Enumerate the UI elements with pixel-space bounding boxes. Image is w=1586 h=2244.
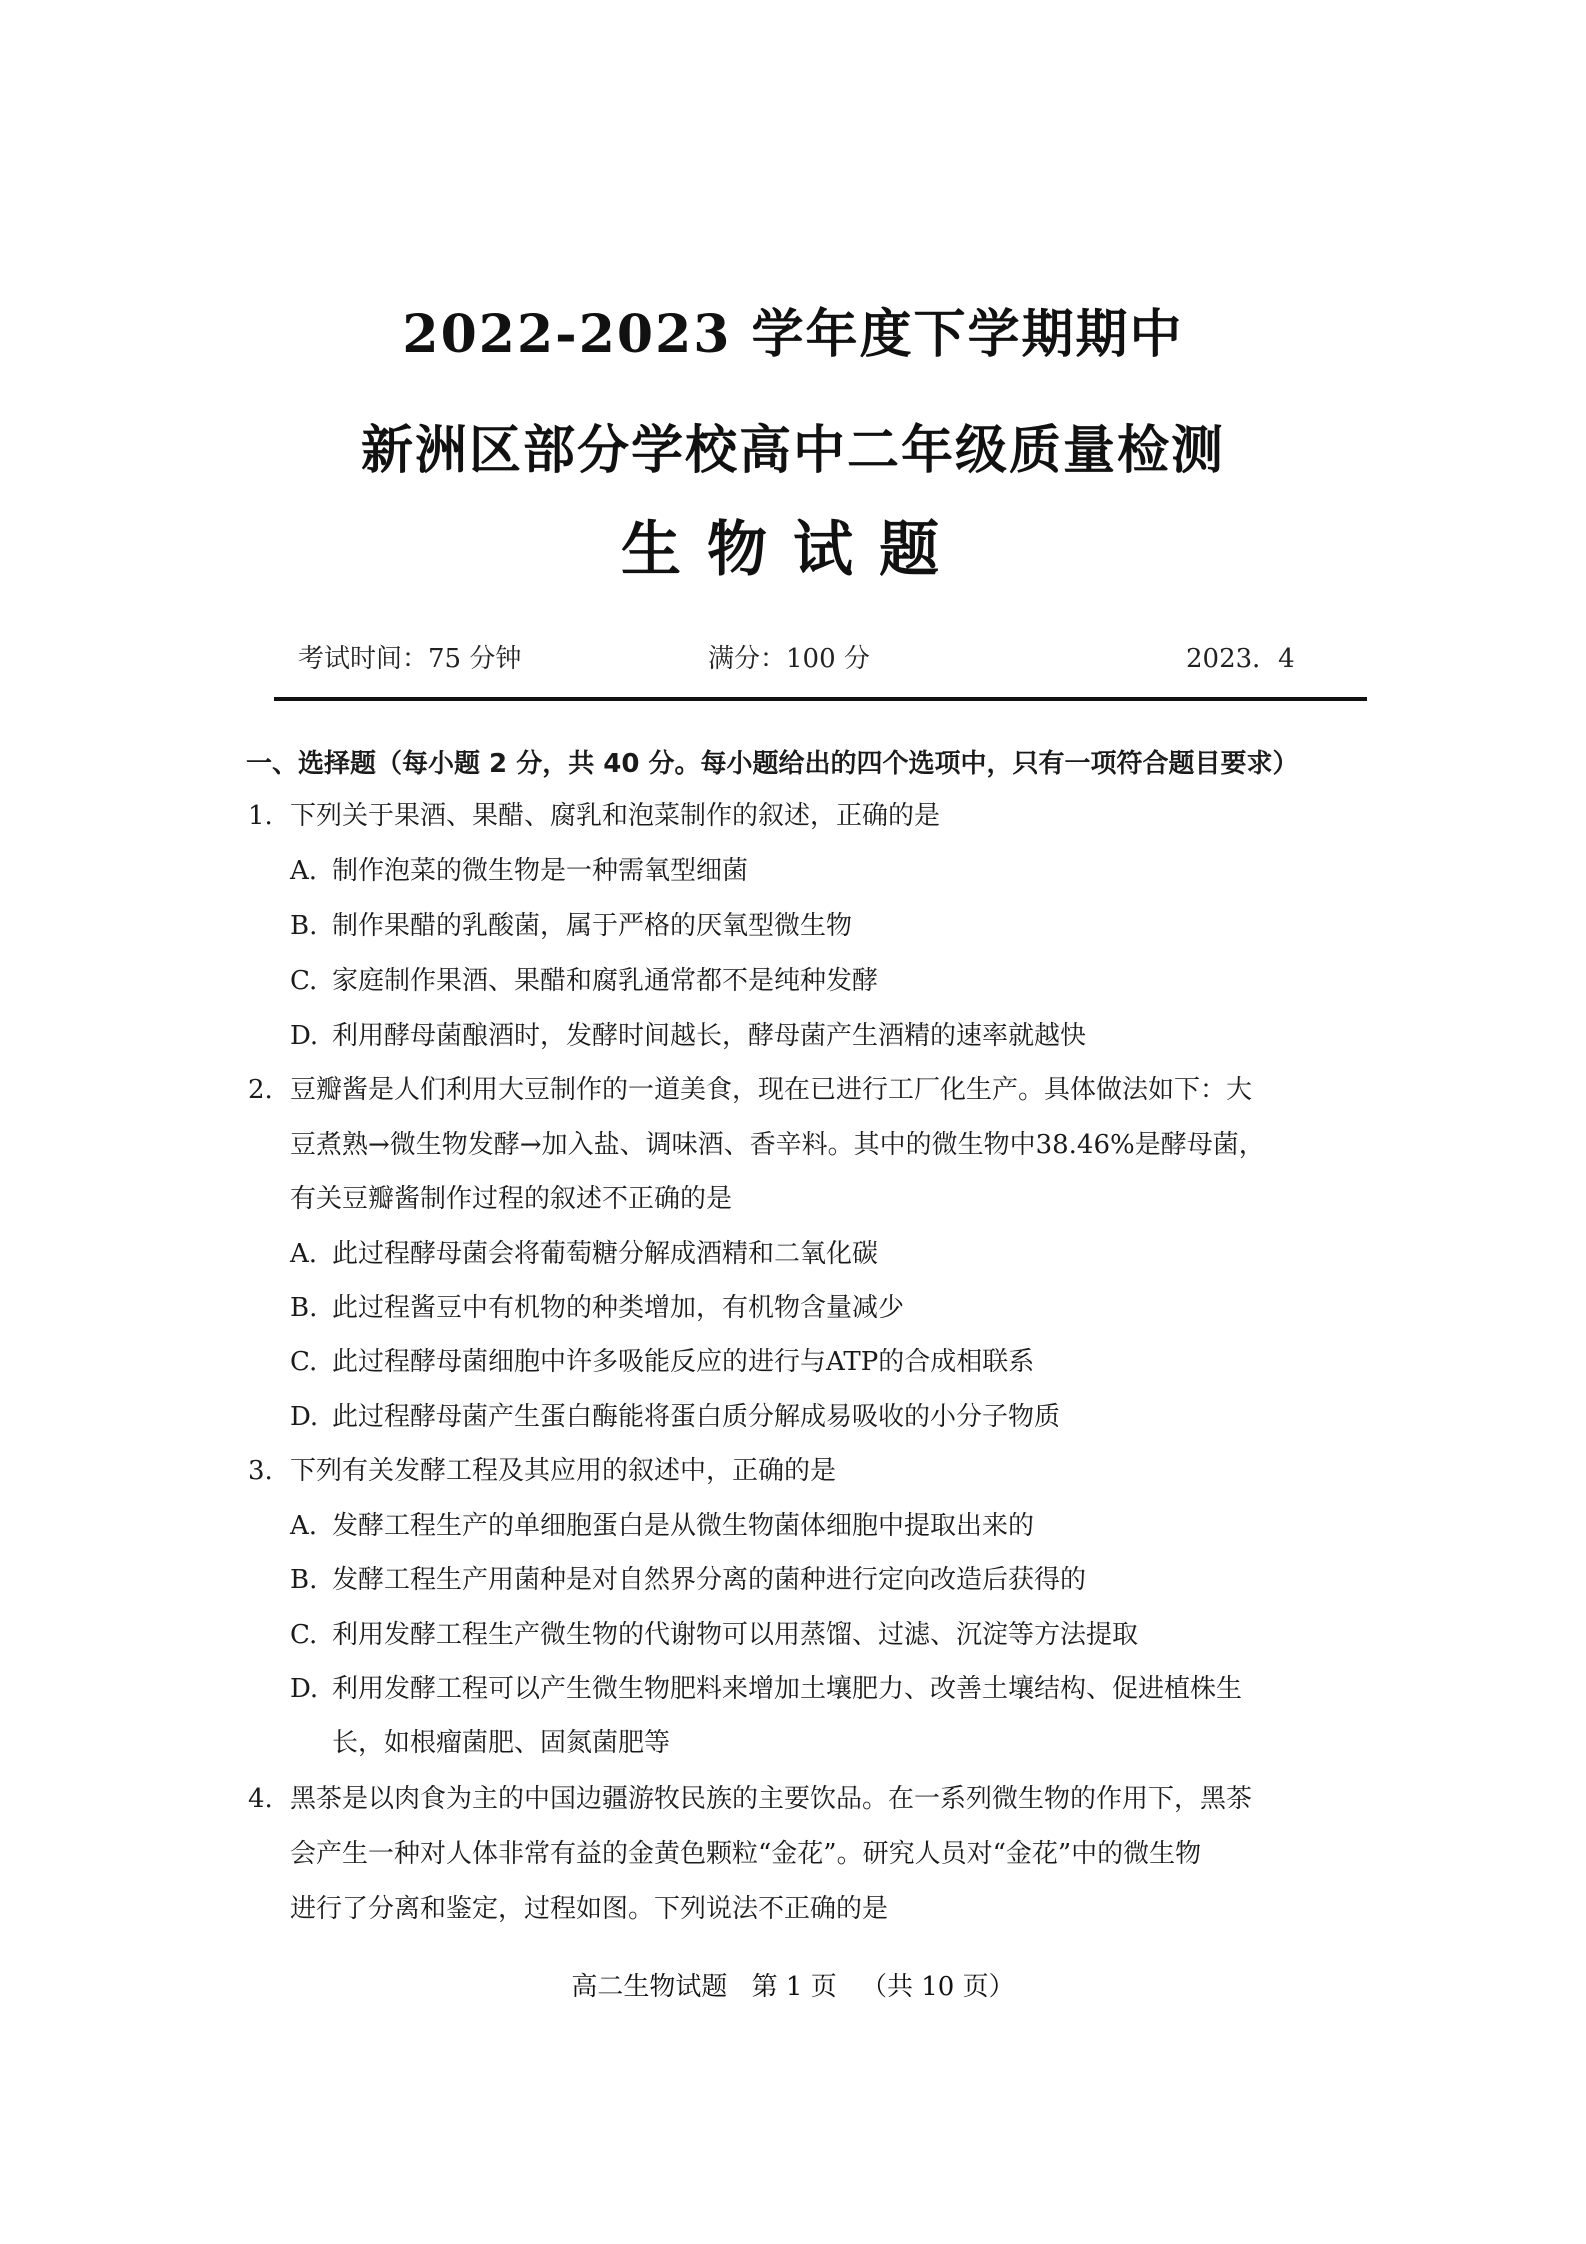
question-number: 4. bbox=[248, 1784, 273, 1814]
full-score: 满分：100 分 bbox=[708, 644, 870, 674]
option-text: 制作泡菜的微生物是一种需氧型细菌 bbox=[332, 856, 749, 886]
header-divider bbox=[274, 697, 1367, 701]
option-label: A. bbox=[290, 856, 318, 886]
option-label: C. bbox=[290, 966, 318, 996]
option-text: 此过程酵母菌细胞中许多吸能反应的进行与ATP的合成相联系 bbox=[332, 1347, 1035, 1377]
question-1-option-b bbox=[290, 910, 852, 942]
option-text: 利用酵母菌酿酒时，发酵时间越长，酵母菌产生酒精的速率就越快 bbox=[332, 1021, 1087, 1051]
stem-line: 黑茶是以肉食为主的中国边疆游牧民族的主要饮品。在一系列微生物的作用下，黑茶 bbox=[290, 1784, 1253, 1814]
option-label: D. bbox=[290, 1402, 319, 1432]
title-line-1: 2022-2023 学年度下学期期中 bbox=[402, 304, 1184, 365]
option-text: 发酵工程生产的单细胞蛋白是从微生物菌体细胞中提取出来的 bbox=[332, 1511, 1035, 1541]
question-2-option-a bbox=[290, 1238, 878, 1270]
title-line-3: 生物试题 bbox=[621, 515, 965, 585]
option-text: 利用发酵工程可以产生微生物肥料来增加土壤肥力、改善土壤结构、促进植株生 bbox=[332, 1674, 1243, 1704]
exam-date: 2023．4 bbox=[1186, 644, 1295, 674]
option-text: 此过程酵母菌产生蛋白酶能将蛋白质分解成易吸收的小分子物质 bbox=[332, 1402, 1061, 1432]
question-3-option-d bbox=[290, 1673, 1242, 1705]
option-label: C. bbox=[290, 1347, 318, 1377]
section-heading: 一、选择题（每小题 2 分，共 40 分。每小题给出的四个选项中，只有一项符合题目要求） bbox=[246, 749, 1299, 779]
option-text: 制作果醋的乳酸菌，属于严格的厌氧型微生物 bbox=[332, 911, 853, 941]
exam-time: 考试时间：75 分钟 bbox=[298, 644, 522, 674]
stem-line: 豆瓣酱是人们利用大豆制作的一道美食，现在已进行工厂化生产。具体做法如下：大 bbox=[290, 1075, 1253, 1105]
question-1-option-d bbox=[290, 1020, 1086, 1052]
question-1-stem bbox=[248, 800, 940, 832]
question-1-option-a bbox=[290, 855, 748, 887]
question-3-option-a bbox=[290, 1510, 1034, 1542]
question-1-option-c bbox=[290, 965, 878, 997]
question-3-option-d-cont: 长，如根瘤菌肥、固氮菌肥等 bbox=[332, 1728, 671, 1758]
question-number: 3. bbox=[248, 1456, 273, 1486]
question-3-stem bbox=[248, 1455, 836, 1487]
option-text: 利用发酵工程生产微生物的代谢物可以用蒸馏、过滤、沉淀等方法提取 bbox=[332, 1620, 1139, 1650]
question-2-stem-line-3: 有关豆瓣酱制作过程的叙述不正确的是 bbox=[290, 1184, 733, 1214]
option-label: B. bbox=[290, 1293, 318, 1323]
question-number: 1. bbox=[248, 801, 273, 831]
footer-page: 第 1 页 bbox=[751, 1972, 837, 2002]
option-label: C. bbox=[290, 1620, 318, 1650]
question-2-stem-line-2: 豆煮熟→微生物发酵→加入盐、调味酒、香辛料。其中的微生物中38.46%是酵母菌， bbox=[290, 1130, 1265, 1160]
title-line-2: 新洲区部分学校高中二年级质量检测 bbox=[360, 420, 1225, 481]
question-2-option-b bbox=[290, 1292, 904, 1324]
option-text: 发酵工程生产用菌种是对自然界分离的菌种进行定向改造后获得的 bbox=[332, 1565, 1087, 1595]
page-footer bbox=[0, 1966, 1586, 2003]
option-label: D. bbox=[290, 1674, 319, 1704]
option-label: B. bbox=[290, 911, 318, 941]
question-number: 2. bbox=[248, 1075, 273, 1105]
option-text: 此过程酱豆中有机物的种类增加，有机物含量减少 bbox=[332, 1293, 905, 1323]
footer-total: （共 10 页） bbox=[861, 1972, 1015, 2002]
option-label: A. bbox=[290, 1239, 318, 1269]
option-text: 此过程酵母菌会将葡萄糖分解成酒精和二氧化碳 bbox=[332, 1239, 879, 1269]
question-4-stem-line-1 bbox=[248, 1783, 1252, 1815]
option-label: A. bbox=[290, 1511, 318, 1541]
question-3-option-c bbox=[290, 1619, 1138, 1651]
option-text: 家庭制作果酒、果醋和腐乳通常都不是纯种发酵 bbox=[332, 966, 879, 996]
question-3-option-b bbox=[290, 1564, 1086, 1596]
question-4-stem-line-2: 会产生一种对人体非常有益的金黄色颗粒“金花”。研究人员对“金花”中的微生物 bbox=[290, 1839, 1202, 1869]
stem-line: 下列关于果酒、果醋、腐乳和泡菜制作的叙述，正确的是 bbox=[290, 801, 941, 831]
question-2-option-d bbox=[290, 1401, 1060, 1433]
stem-line: 下列有关发酵工程及其应用的叙述中，正确的是 bbox=[290, 1456, 837, 1486]
question-2-stem-line-1 bbox=[248, 1074, 1252, 1106]
footer-subject: 高二生物试题 bbox=[571, 1972, 728, 2002]
option-label: B. bbox=[290, 1565, 318, 1595]
option-label: D. bbox=[290, 1021, 319, 1051]
question-2-option-c bbox=[290, 1346, 1034, 1378]
question-4-stem-line-3: 进行了分离和鉴定，过程如图。下列说法不正确的是 bbox=[290, 1894, 889, 1924]
